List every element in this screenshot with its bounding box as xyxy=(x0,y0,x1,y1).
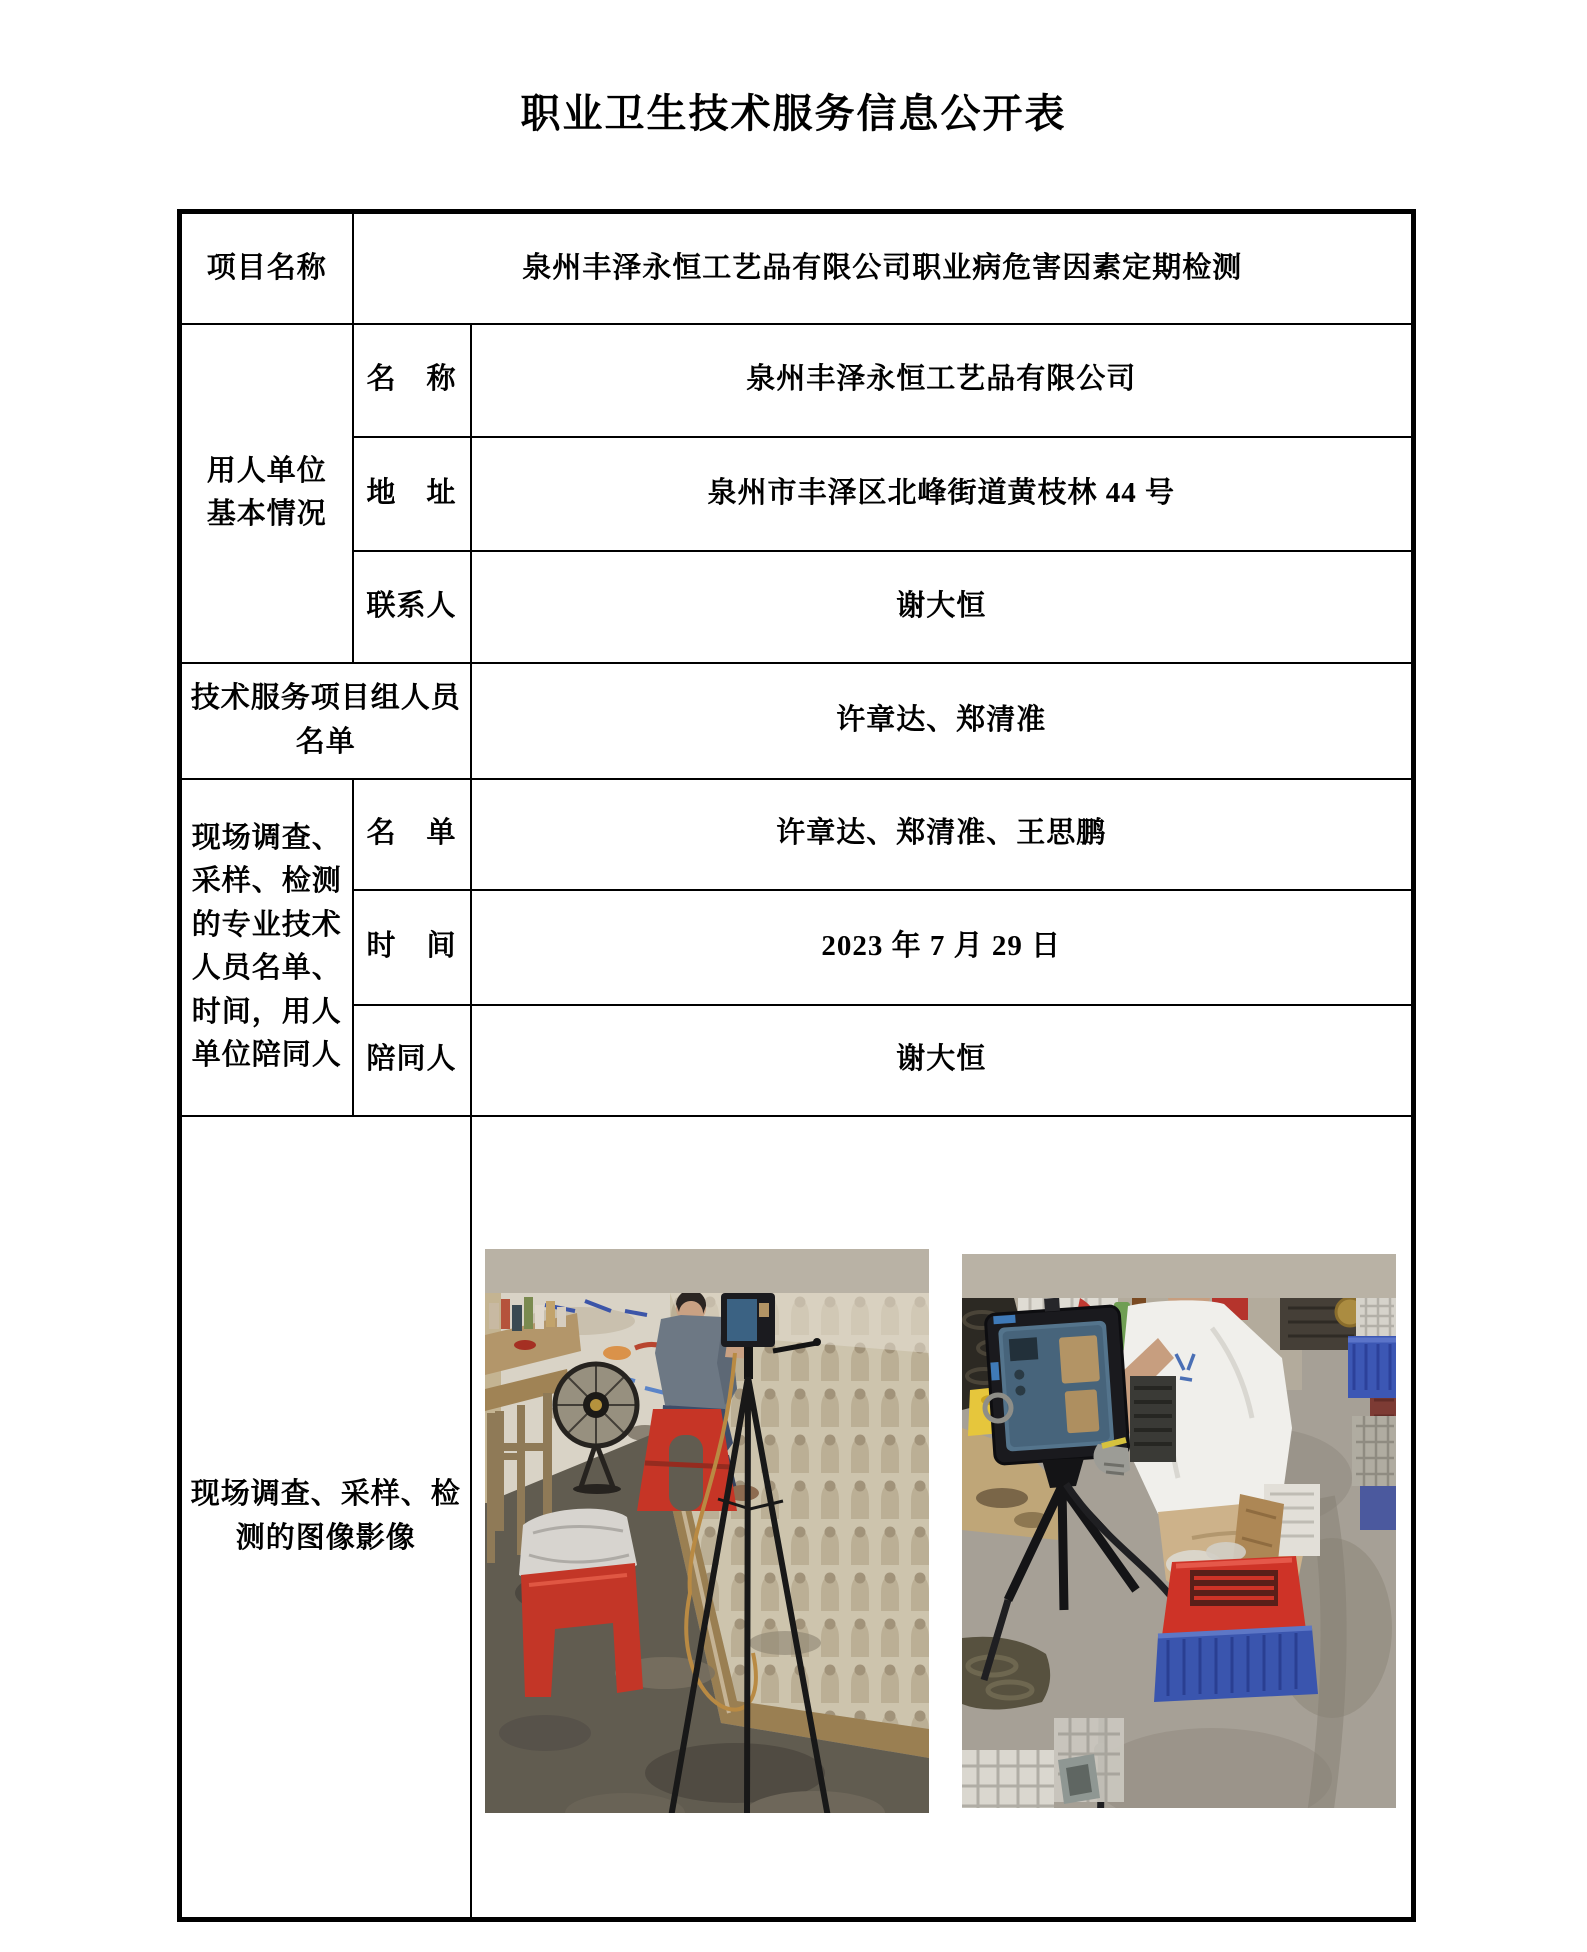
cell-fieldwork-time-label: 时 间 xyxy=(353,890,471,1005)
cell-fieldwork-namelist-value: 许章达、郑清准、王思鹏 xyxy=(471,779,1414,890)
cell-fieldwork-group-label: 现场调查、 采样、检测 的专业技术 人员名单、 时间，用人 单位陪同人 xyxy=(180,779,353,1116)
cell-employer-address-value: 泉州市丰泽区北峰街道黄枝林 44 号 xyxy=(471,437,1414,551)
document-title: 职业卫生技术服务信息公开表 xyxy=(520,91,1067,136)
cell-employer-contact-label: 联系人 xyxy=(353,551,471,663)
cell-employer-address-label: 地 址 xyxy=(353,437,471,551)
cell-employer-name-label: 名 称 xyxy=(353,324,471,437)
cell-employer-group-label: 用人单位 基本情况 xyxy=(180,324,353,663)
cell-fieldwork-companion-label: 陪同人 xyxy=(353,1005,471,1116)
cell-employer-name-value: 泉州丰泽永恒工艺品有限公司 xyxy=(471,324,1414,437)
cell-project-value: 泉州丰泽永恒工艺品有限公司职业病危害因素定期检测 xyxy=(353,212,1414,324)
cell-employer-contact-value: 谢大恒 xyxy=(471,551,1414,663)
cell-media-photos xyxy=(471,1116,1414,1920)
cell-service-team-label: 技术服务项目组人员 名单 xyxy=(180,663,471,779)
site-photo-left xyxy=(485,1249,929,1813)
cell-fieldwork-namelist-label: 名 单 xyxy=(353,779,471,890)
info-table xyxy=(177,209,1416,1922)
photo-area xyxy=(472,1160,1412,1873)
cell-service-team-value: 许章达、郑清准 xyxy=(471,663,1414,779)
cell-media-label: 现场调查、采样、检 测的图像影像 xyxy=(180,1116,471,1920)
cell-fieldwork-time-value: 2023 年 7 月 29 日 xyxy=(471,890,1414,1005)
cell-project-label: 项目名称 xyxy=(180,212,353,324)
cell-fieldwork-companion-value: 谢大恒 xyxy=(471,1005,1414,1116)
site-photo-right xyxy=(962,1254,1396,1808)
